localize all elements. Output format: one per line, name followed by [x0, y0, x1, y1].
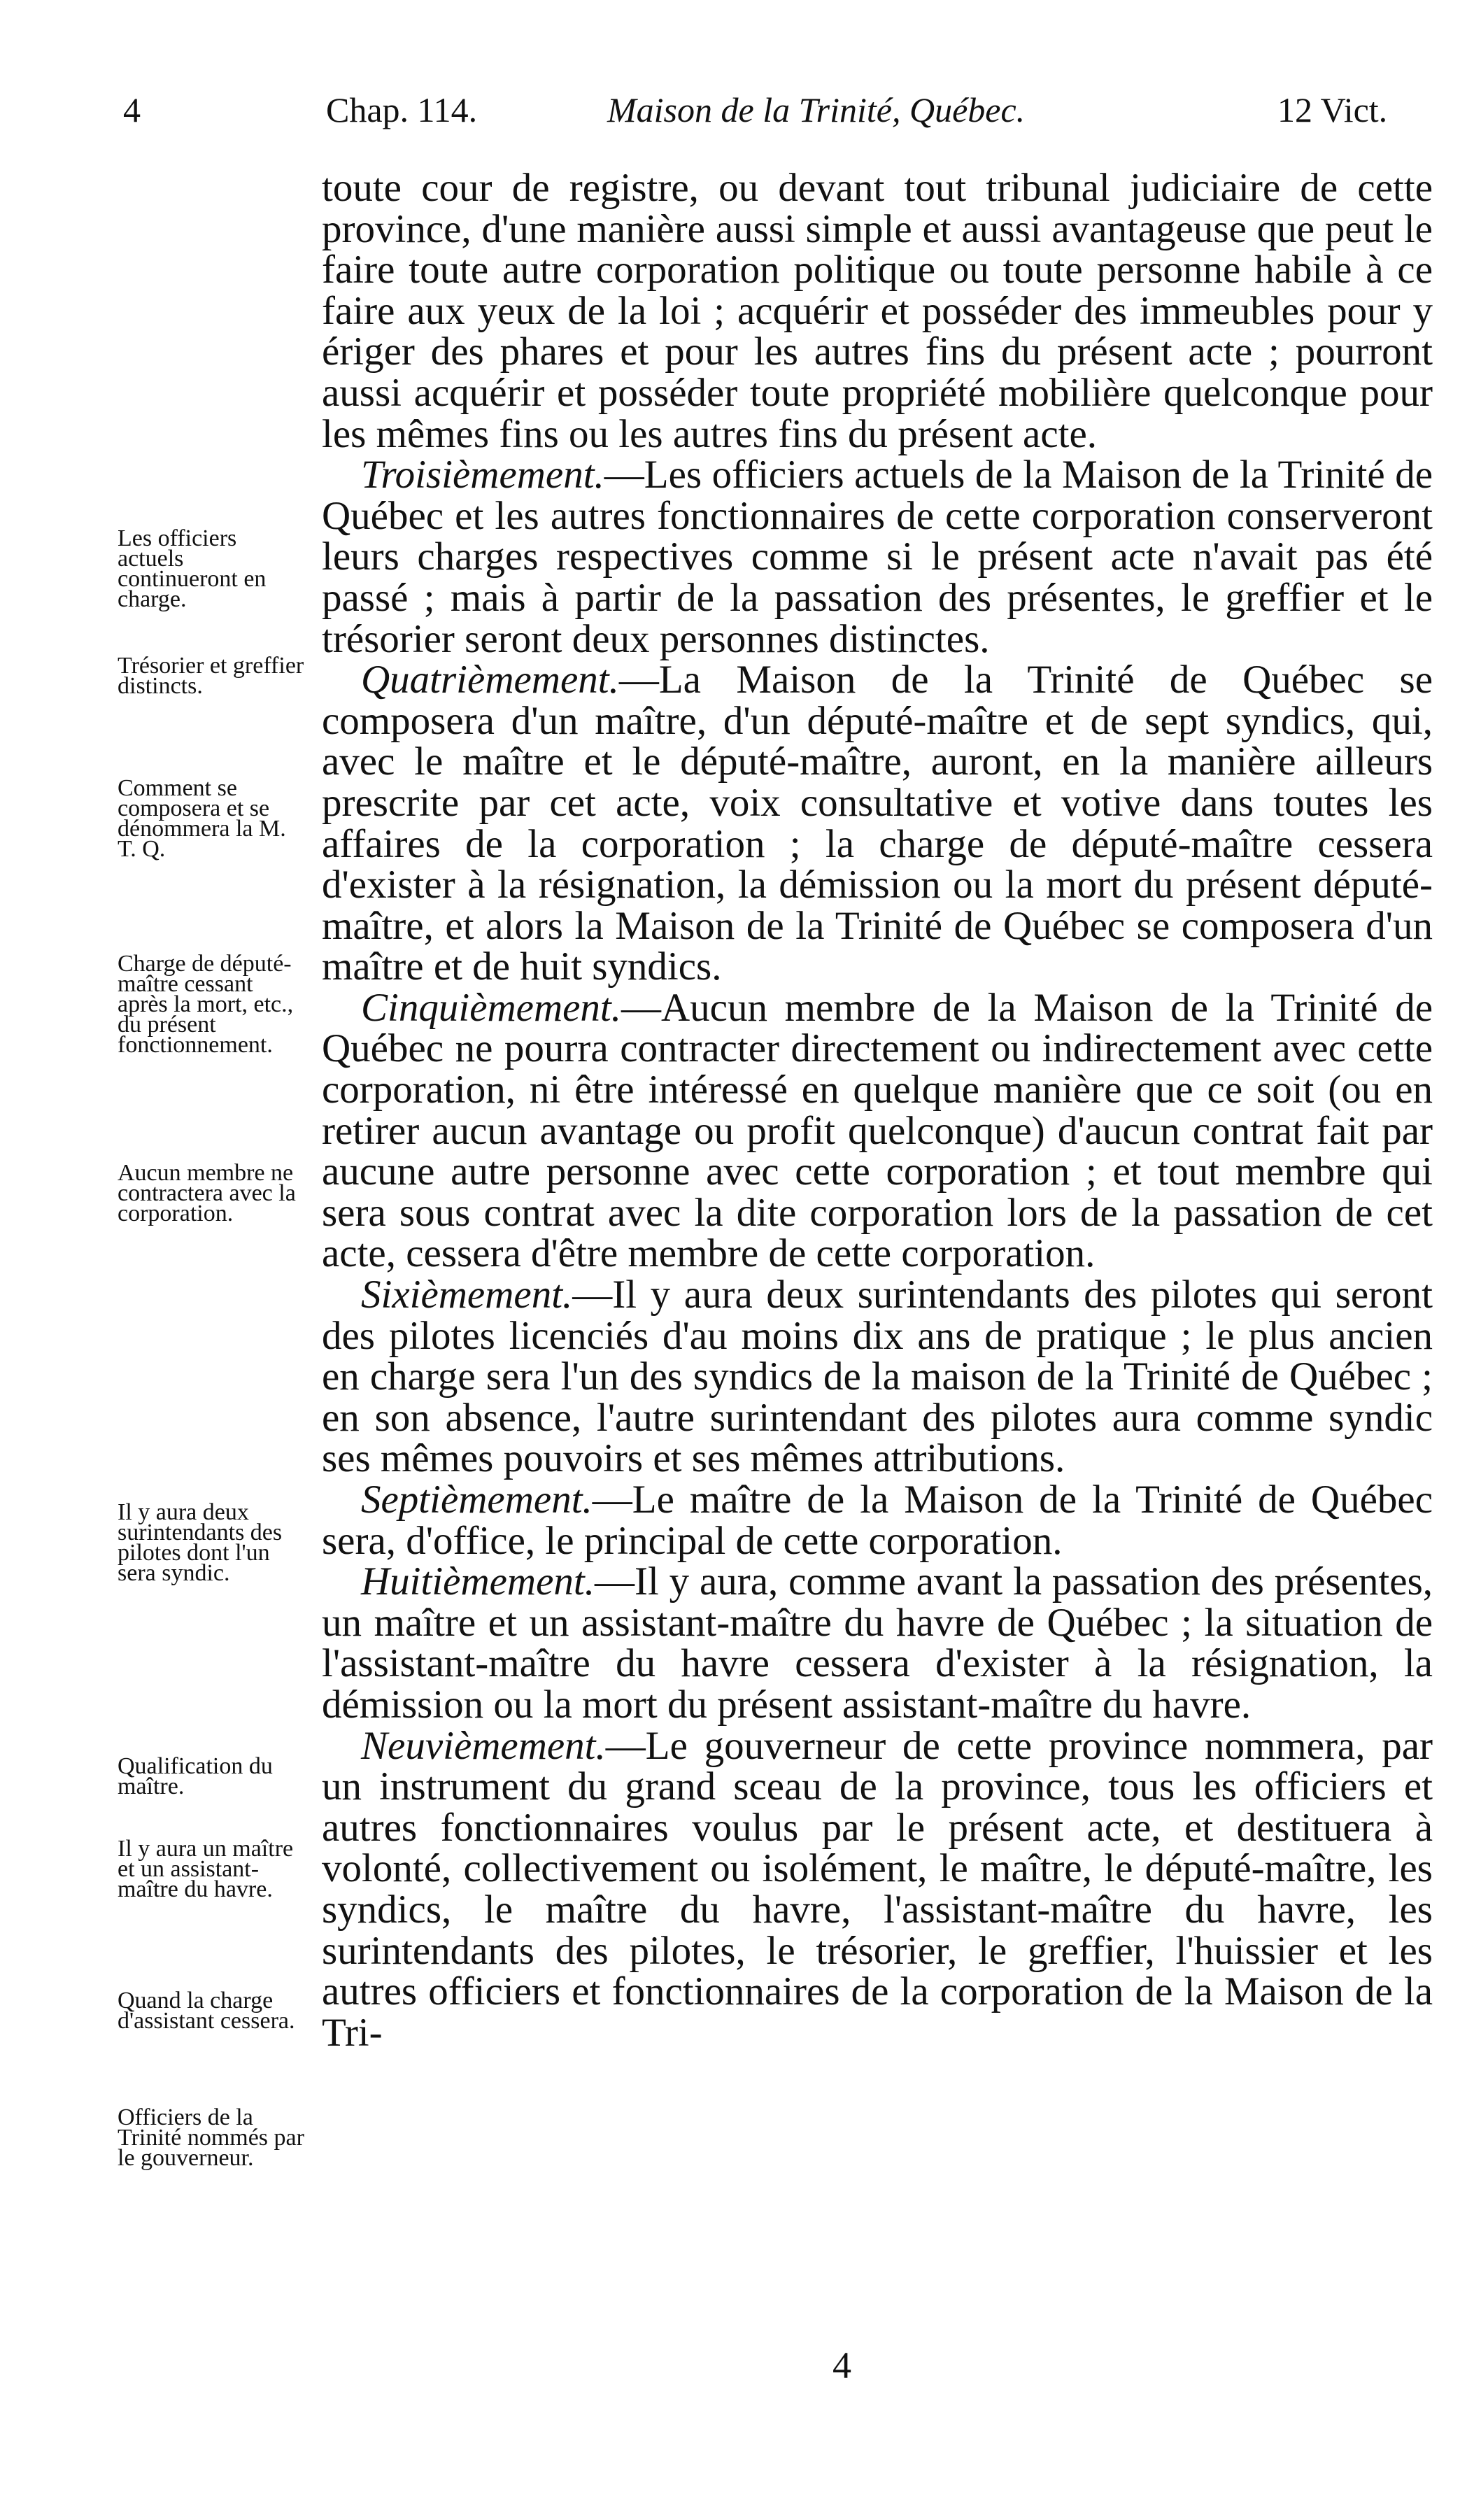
- margin-note: Trésorier et greffier distincts.: [118, 653, 304, 699]
- section-text: —Il y aura deux surintendants des pilotes qui seront des pilotes licenciés d'au moins dix ans de pratique ; le plus ancien en charge sera l'un des syndics de la maison de la Trinité de Québec ; en son absence, l'autre surintendant des pilotes aura comme syndic ses mêmes pouvoirs et ses mêmes attributions.: [322, 1273, 1433, 1481]
- margin-note: Il y aura un maître et un assistant-maître du havre.: [118, 1836, 294, 1902]
- intro-paragraph: toute cour de registre, ou devant tout tribunal judiciaire de cette province, d'une manière aussi simple et aussi avantageuse que peut le faire toute autre corporation politique ou toute personne habile à ce faire aux yeux de la loi ; acquérir et posséder des immeubles pour y ériger des phares et pour les autres fins du présent acte ; pourront aussi acquérir et posséder toute propriété mobilière quelconque pour les mêmes fins ou les autres fins du présent acte.: [322, 166, 1433, 456]
- margin-note: Il y aura deux surintendants des pilotes dont l'un sera syndic.: [118, 1499, 283, 1586]
- section-text: —Aucun membre de la Maison de la Trinité de Québec ne pourra contracter directement ou indirectement avec cette corporation, ni être intéressé en quelque manière que ce soit (ou en retirer aucun avantage ou profit quelconque) d'aucun contrat fait par aucune autre personne avec cette corporation ; et tout membre qui sera sous contrat avec la dite corporation lors de la passation de cet acte, cessera d'être membre de cette corporation.: [322, 985, 1433, 1276]
- section-text: —La Maison de la Trinité de Québec se composera d'un maître, d'un député-maître et de sept syndics, qui, avec le maître et le député-maître, auront, en la manière ailleurs prescrite par cet acte, voix consultative et votive dans toutes les affaires de la corporation ; la charge de député-maître cessera d'exister à la résignation, la démission ou la mort du présent député-maître, et alors la Maison de la Trinité de Québec se composera d'un maître et de huit syndics.: [322, 658, 1433, 989]
- section-heading: Quatrièmement.: [361, 658, 619, 702]
- section-heading: Troisièmement.: [361, 453, 604, 497]
- section-paragraph: [322, 1275, 1433, 1480]
- section-paragraph: [322, 1723, 1433, 2055]
- page-number: 4: [123, 90, 141, 129]
- signature-mark: 4: [832, 2344, 851, 2386]
- section-heading: Septièmement.: [361, 1478, 593, 1522]
- section-heading: Cinquièmement.: [361, 985, 622, 1030]
- section-paragraph: [322, 985, 1433, 1276]
- section-text: —Le gouverneur de cette province nommera, par un instrument du grand sceau de la province, tous les officiers et autres fonctionnaires voulus par le présent acte, et destituera à volonté, collectivement ou isolément, le maître, le député-maître, les syndics, le maître du havre, l'assistant-maître du havre, les surintendants des pilotes, le trésorier, le greffier, l'huissier et les autres officiers et fonctionnaires de la corporation de la Maison de la Tri-: [322, 1723, 1433, 2055]
- section-heading: Sixièmement.: [361, 1273, 573, 1317]
- margin-note: Quand la charge d'assistant cessera.: [118, 1988, 295, 2034]
- margin-note: Comment se composera et se dénommera la M. T. Q.: [118, 775, 286, 862]
- regnal-year: 12 Vict.: [1277, 90, 1388, 129]
- section-text: —Il y aura, comme avant la passation des présentes, un maître et un assistant-maître du havre de Québec ; la situation de l'assistant-maître du havre cessera d'exister à la résignation, la démission ou la mort du présent assistant-maître du havre.: [322, 1559, 1433, 1727]
- body-text: [322, 168, 1433, 2053]
- section-paragraph: [322, 1480, 1433, 1562]
- margin-note: Aucun membre ne contractera avec la corporation.: [118, 1160, 296, 1226]
- margin-note: Les officiers actuels continueront en charge.: [118, 525, 267, 612]
- margin-note: Officiers de la Trinité nommés par le gouverneur.: [118, 2104, 304, 2171]
- section-paragraph: [322, 660, 1433, 988]
- section-heading: Neuvièmement.: [361, 1723, 606, 1768]
- chapter-label: Chap. 114.: [326, 90, 478, 129]
- section-paragraph: [322, 455, 1433, 660]
- running-header: [0, 90, 1474, 139]
- margin-note: Charge de député-maître cessant après la mort, etc., du présent fonctionnement.: [118, 951, 294, 1058]
- section-text: —Le maître de la Maison de la Trinité de Québec sera, d'office, le principal de cette corporation.: [322, 1478, 1433, 1563]
- margin-note: Qualification du maître.: [118, 1753, 273, 1799]
- running-title: Maison de la Trinité, Québec.: [607, 90, 1026, 129]
- section-text: —Les officiers actuels de la Maison de la Trinité de Québec et les autres fonctionnaires de cette corporation conserveront leurs charges respectives comme si le présent acte n'avait pas été passé ; mais à partir de la passation des présentes, le greffier et le trésorier seront deux personnes distinctes.: [322, 453, 1433, 661]
- section-heading: Huitièmement.: [361, 1559, 595, 1604]
- section-paragraph: [322, 1559, 1433, 1727]
